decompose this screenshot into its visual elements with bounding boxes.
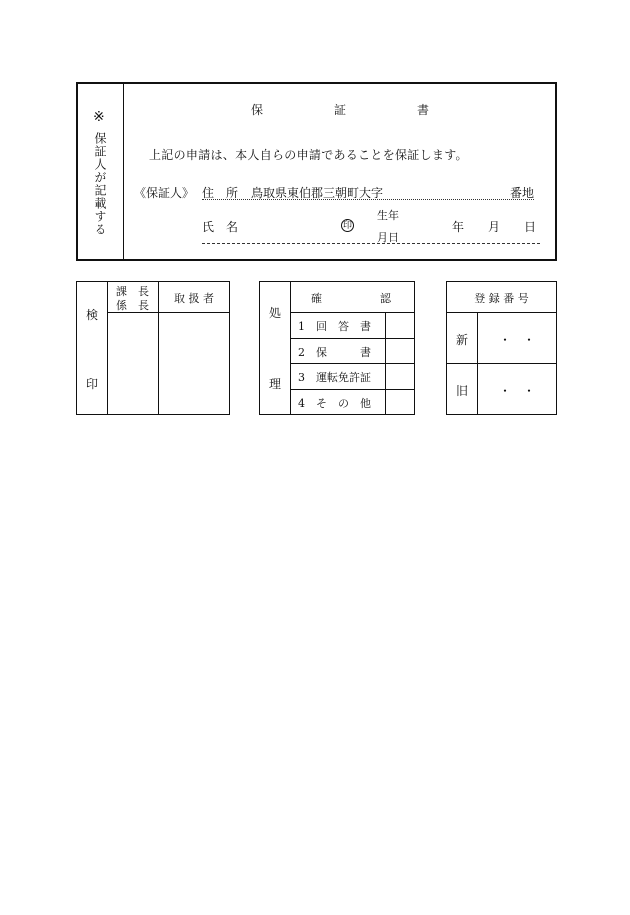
title-char-2: 証 <box>334 103 347 117</box>
title-char-1: 保 <box>251 103 264 117</box>
processing-item: 3 運転免許証 <box>298 371 371 384</box>
title-char-3: 書 <box>417 103 430 117</box>
processing-side-top: 処 <box>269 306 282 320</box>
birth-label-bottom: 月日 <box>377 231 399 244</box>
guarantee-statement: 上記の申請は、本人自らの申請であることを保証します。 <box>149 148 468 162</box>
address-label-2: 所 <box>226 186 239 200</box>
address-underline <box>202 199 534 200</box>
registration-header-line <box>446 312 557 313</box>
registration-header: 登 録 番 号 <box>474 292 529 305</box>
registration-old-label: 旧 <box>456 384 469 398</box>
guarantor-label: 《保証人》 <box>134 186 195 200</box>
chief-label-1: 課 長 <box>116 285 149 298</box>
name-underline <box>202 243 540 244</box>
processing-line-1 <box>290 312 415 313</box>
birth-day: 日 <box>524 220 537 234</box>
inspection-side-bottom: 印 <box>86 377 99 391</box>
processing-line-3 <box>290 363 415 364</box>
processing-line-4 <box>290 389 415 390</box>
address-suffix: 番地 <box>510 186 535 200</box>
birth-month: 月 <box>488 220 501 234</box>
confirm-label-2: 認 <box>380 292 391 305</box>
registration-new-value: ・ ・ <box>498 333 535 347</box>
birth-label-top: 生年 <box>377 209 399 222</box>
guarantee-side-mark: ※ <box>93 109 105 125</box>
processing-side-bottom: 理 <box>269 377 282 391</box>
address-label-1: 住 <box>202 186 215 200</box>
chief-label-2: 係 長 <box>116 299 149 312</box>
inspection-side-top: 検 <box>86 308 99 322</box>
guarantee-box <box>76 82 557 261</box>
name-label-2: 名 <box>226 220 239 234</box>
registration-divider <box>477 312 478 415</box>
registration-new-label: 新 <box>456 333 469 347</box>
processing-line-2 <box>290 338 415 339</box>
name-label-1: 氏 <box>202 220 215 234</box>
processing-divider-1 <box>290 281 291 415</box>
handler-label: 取 扱 者 <box>174 292 214 305</box>
processing-item: 2 保 書 <box>298 346 371 359</box>
registration-middle-line <box>446 363 557 364</box>
registration-old-value: ・ ・ <box>498 384 535 398</box>
processing-item: 1 回 答 書 <box>298 320 371 333</box>
birth-year: 年 <box>452 220 465 234</box>
confirm-label-1: 確 <box>311 292 322 305</box>
address-value: 鳥取県東伯郡三朝町大字 <box>251 186 384 200</box>
guarantee-side-label: 保証人が記載する <box>93 132 107 236</box>
guarantee-side-divider <box>123 83 124 260</box>
seal-mark: 印 <box>342 221 352 231</box>
processing-item: 4 そ の 他 <box>298 397 371 410</box>
